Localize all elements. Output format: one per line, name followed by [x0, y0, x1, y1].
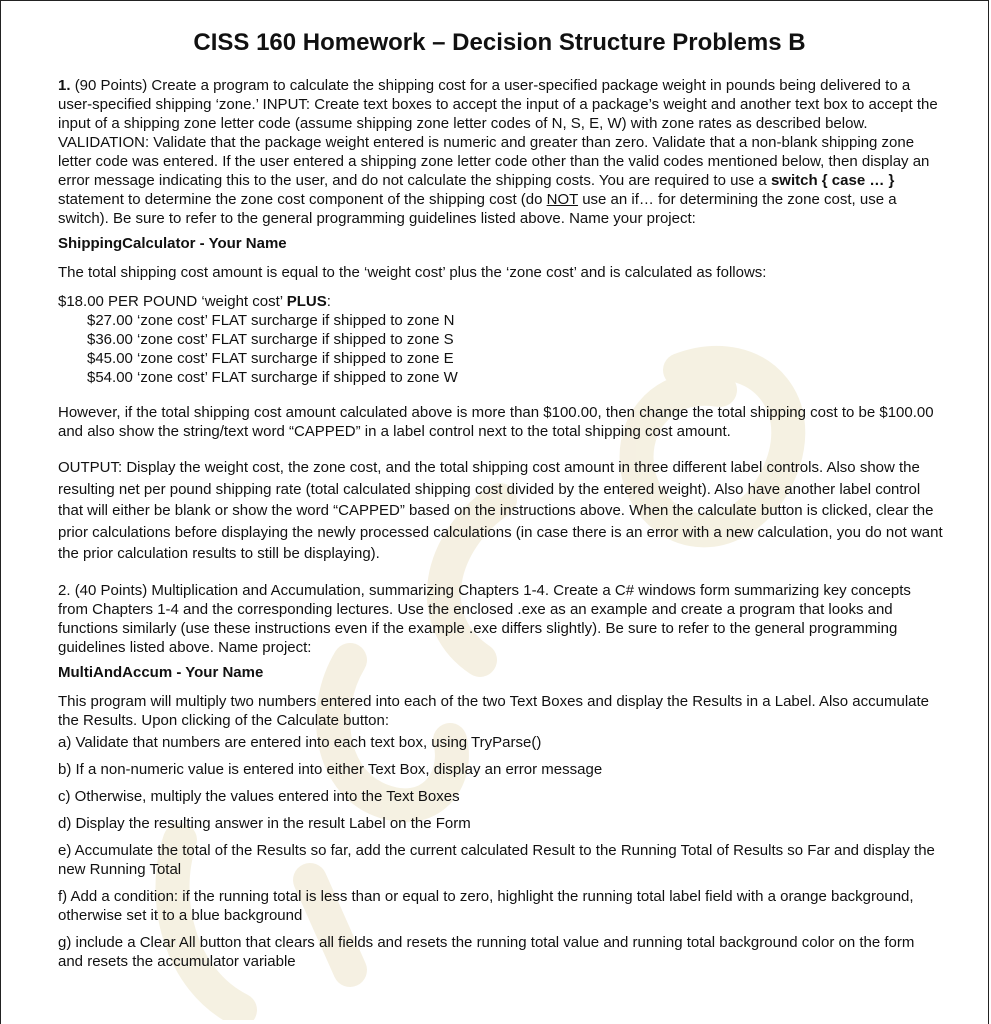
plus-colon: :	[326, 293, 331, 310]
capped-paragraph: However, if the total shipping cost amount calculated above is more than $100.00, then change the total shipping cost to be $100.00 and also show the string/text word “CAPPED” in a label control next to the total shipping cost amount.	[58, 404, 934, 440]
problem-1-project-name	[58, 234, 943, 253]
total-cost-description: The total shipping cost amount is equal to the ‘weight cost’ plus the ‘zone cost’ and is calculated as follows:	[58, 264, 767, 281]
step-f: f) Add a condition: if the running total is less than or equal to zero, highlight the running total label field with a orange background, otherwise set it to a blue background	[58, 887, 914, 924]
per-pound-rate	[58, 292, 943, 311]
step-g: g) include a Clear All button that clears all fields and resets the running total value and running total background color on the form and resets the accumulator variable	[58, 933, 915, 970]
zone-rate-w: $54.00 ‘zone cost’ FLAT surcharge if shipped to zone W	[87, 369, 458, 386]
zone-rate-n: $27.00 ‘zone cost’ FLAT surcharge if shipped to zone N	[87, 312, 455, 329]
output-paragraph: OUTPUT: Display the weight cost, the zone cost, and the total shipping cost amount in three different label controls. Also show the resulting net per pound shipping rate (total calculated shipping cost divided by the entered weight). Also have another label control that will either be blank or show the word “CAPPED” based on the instructions above. When the calculate button is clicked, clear the prior calculations before displaying the newly processed calculations (in case there is an error with a new calculation, you do not want the prior calculation results to still be displaying).	[58, 459, 943, 562]
document-page	[58, 28, 943, 971]
problem-2-text: (40 Points) Multiplication and Accumulation, summarizing Chapters 1-4. Create a C# windows form summarizing key concepts from Chapters 1-4 and the corresponding lectures. Use the enclosed .exe as an example and create a program that looks and functions similarly (use these instructions even if the example .exe differs slightly). Be sure to refer to the general programming guidelines listed above. Name project:	[58, 581, 911, 656]
problem-2-number: 2.	[58, 581, 71, 599]
zone-rate-s: $36.00 ‘zone cost’ FLAT surcharge if shipped to zone S	[87, 331, 454, 348]
problem-1-text-b: statement to determine the zone cost component of the shipping cost (do	[58, 191, 547, 208]
problem-2-steps	[58, 733, 943, 971]
switch-keyword: switch { case … }	[770, 172, 895, 189]
step-b: b) If a non-numeric value is entered into either Text Box, display an error message	[58, 760, 603, 778]
problem-1-number: 1.	[58, 77, 71, 94]
not-emphasis: NOT	[546, 191, 579, 208]
problem-1-text-c: use an if… for determining the zone cost, use a switch). Be sure to refer to the general programming guidelines listed above. Name your project:	[58, 191, 897, 227]
step-a: a) Validate that numbers are entered into each text box, using TryParse()	[58, 733, 542, 751]
problem-2-intro: This program will multiply two numbers entered into each of the two Text Boxes and display the Results in a Label. Also accumulate the Results. Upon clicking of the Calculate button:	[58, 692, 930, 729]
problem-2-description	[58, 581, 943, 657]
plus-keyword: PLUS	[286, 293, 327, 310]
step-c: c) Otherwise, multiply the values entered into the Text Boxes	[58, 787, 460, 805]
zone-rate-e: $45.00 ‘zone cost’ FLAT surcharge if shipped to zone E	[87, 350, 454, 367]
problem-1-description	[58, 76, 943, 228]
step-d: d) Display the resulting answer in the result Label on the Form	[58, 814, 471, 832]
project-name-shipping: ShippingCalculator - Your Name	[58, 235, 287, 252]
problem-1-text-a: (90 Points) Create a program to calculate the shipping cost for a user-specified package weight in pounds being delivered to a user-specified shipping ‘zone.’ INPUT: Create text boxes to accept the input of a package’s weight and another text box to accept the input of a shipping zone letter code (assume shipping zone letter codes of N, S, E, W) with zone rates as described below. VALIDATION: Validate that the package weight entered is numeric and greater than zero. Validate that a non-blank shipping zone letter code was entered. If the user entered a shipping zone letter code other than the valid codes mentioned below, then display an error message indicating this to the user, and do not calculate the shipping costs. You are required to use a	[58, 77, 938, 189]
step-e: e) Accumulate the total of the Results so far, add the current calculated Result to the Running Total of Results so Far and display the new Running Total	[58, 841, 935, 878]
per-pound-text: $18.00 PER POUND ‘weight cost’	[58, 293, 287, 310]
page-title: CISS 160 Homework – Decision Structure Problems B	[193, 29, 806, 56]
project-name-multi: MultiAndAccum - Your Name	[58, 663, 264, 681]
problem-2-project-name	[58, 663, 943, 682]
